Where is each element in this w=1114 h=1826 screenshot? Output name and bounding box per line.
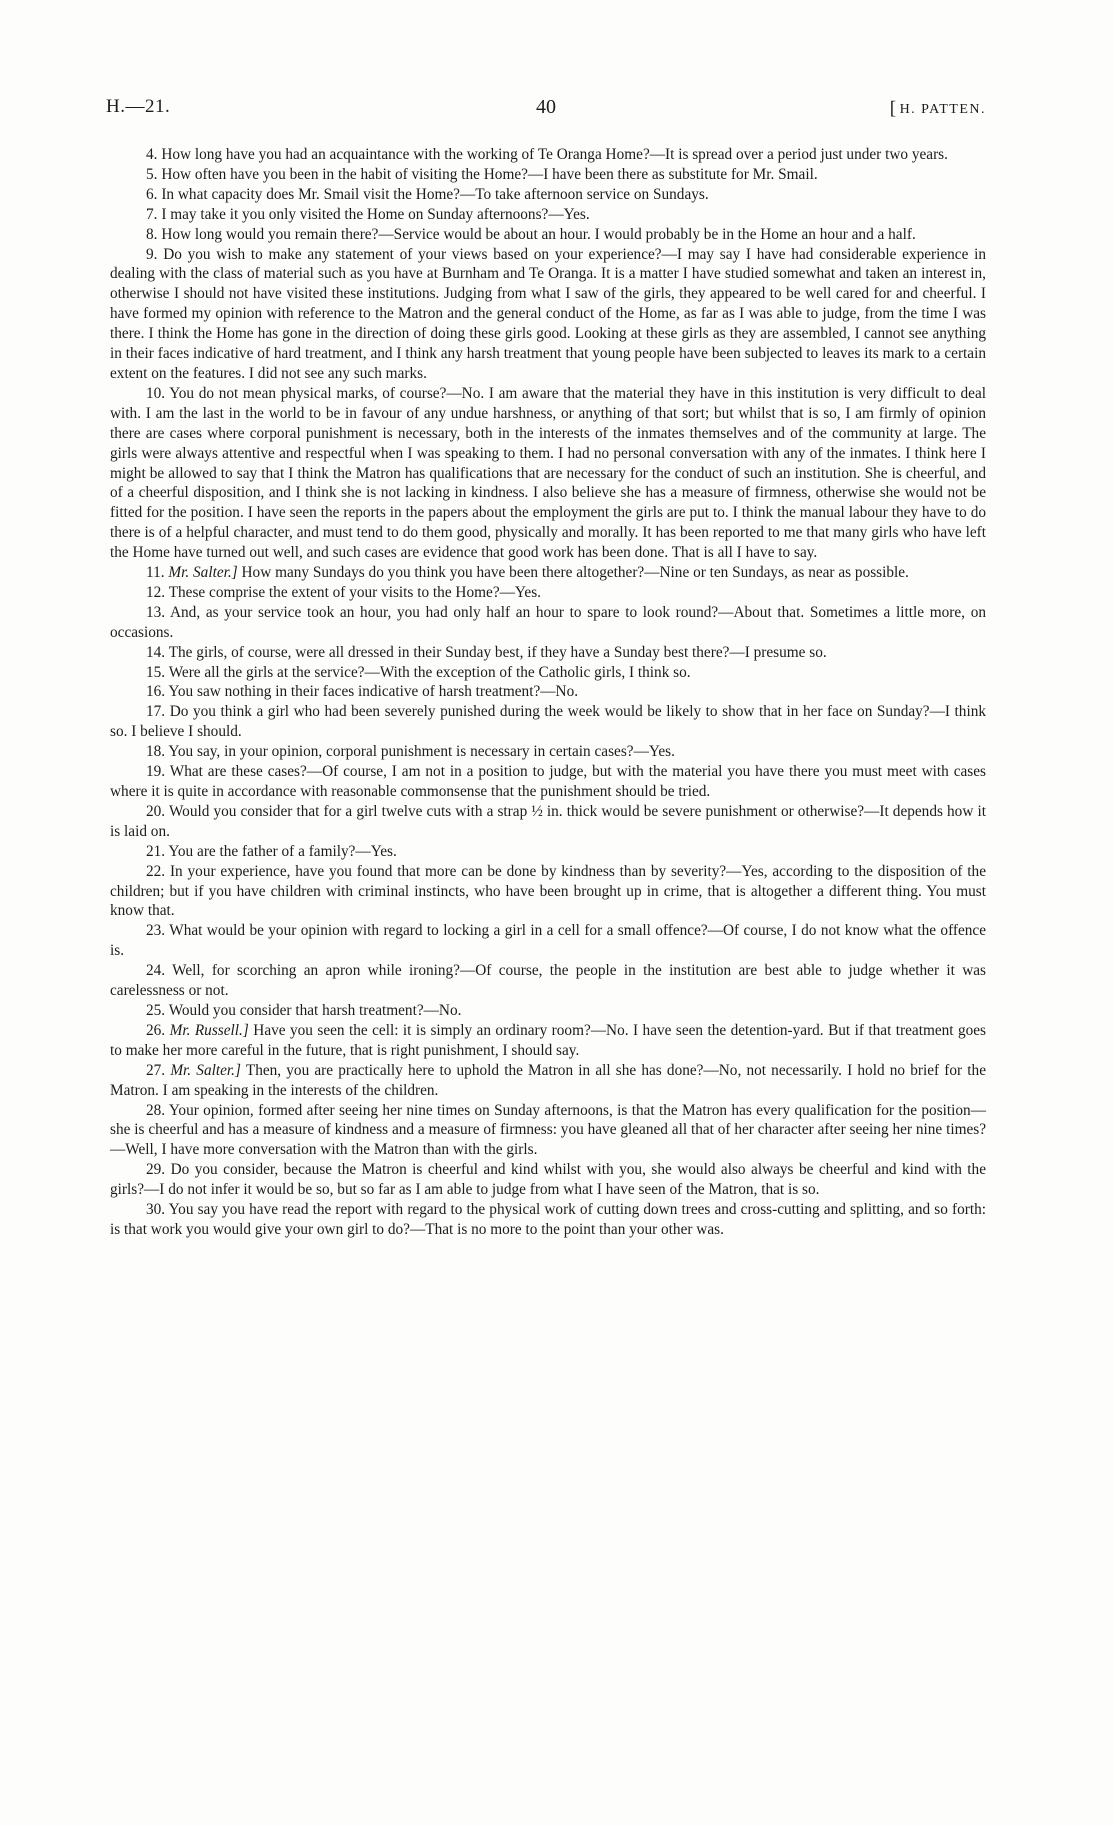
paragraph-text: Were all the girls at the service?—With the exception of the Catholic girls, I think so. xyxy=(168,663,691,681)
page-number: 40 xyxy=(536,96,556,118)
question-number: 10. xyxy=(146,384,166,402)
paragraph-text: And, as your service took an hour, you had only half an hour to spare to look round?—About that. Sometimes a little more, on occasions. xyxy=(110,603,986,641)
question-answer-paragraph xyxy=(110,842,986,862)
paragraph-text: Your opinion, formed after seeing her nine times on Sunday afternoons, is that the Matron has every qualification for the position—she is cheerful and has a measure of kindness and a measure of firmness: you have gleaned all that of her character after seeing her nine times?—Well, I have more conversation with the Matron than with the girls. xyxy=(110,1101,986,1159)
paragraph-text: In what capacity does Mr. Smail visit the Home?—To take afternoon service on Sundays. xyxy=(161,185,709,203)
question-answer-paragraph xyxy=(110,1200,986,1240)
paragraph-text: What would be your opinion with regard to locking a girl in a cell for a small offence?—Of course, I do not know what the offence is. xyxy=(110,922,986,960)
question-answer-paragraph xyxy=(110,921,986,961)
question-answer-paragraph xyxy=(110,205,986,225)
question-answer-paragraph xyxy=(110,643,986,663)
question-answer-paragraph xyxy=(110,384,986,563)
question-number: 7. xyxy=(146,205,158,223)
question-number: 21. xyxy=(146,842,166,860)
question-number: 19. xyxy=(146,763,166,781)
paragraph-text: What are these cases?—Of course, I am not in a position to judge, but with the material you have there you must meet with cases where it is quite in accordance with reasonable commonsense that the punishment should be tried. xyxy=(110,763,986,800)
speaker-label: Mr. Russell.] xyxy=(169,1021,249,1039)
paragraph-text: Have you seen the cell: it is simply an ordinary room?—No. I have seen the detention-yard. But if that treatment goes to make her more careful in the future, that is right punishment, I should say. xyxy=(110,1021,987,1059)
question-number: 29. xyxy=(146,1161,166,1179)
question-answer-paragraph xyxy=(110,145,986,165)
question-answer-paragraph xyxy=(110,245,986,384)
question-answer-paragraph xyxy=(110,225,986,245)
question-number: 18. xyxy=(146,743,166,761)
question-number: 12. xyxy=(146,583,166,601)
page-header xyxy=(106,96,986,124)
paragraph-text: I may take it you only visited the Home on Sunday afternoons?—Yes. xyxy=(161,205,590,223)
testimony-body xyxy=(110,145,986,1240)
paragraph-text: These comprise the extent of your visits to the Home?—Yes. xyxy=(168,583,541,601)
paragraph-text: You do not mean physical marks, of course?—No. I am aware that the material they have in this institution is very difficult to deal with. I am the last in the world to be in favour of any undue harshness, or anything of that sort; but whilst that is so, I am firmly of opinion there are cases where corporal punishment is necessary, both in the interests of the inmates themselves and of the community at large. The girls were always attentive and respectful when I was speaking to them. I had no personal conversation with any of the inmates. I think here I might be allowed to say that I think the Matron has qualifications that are necessary for the conduct of such an institution. She is cheerful, and of a cheerful disposition, and I think she is not lacking in kindness. I also believe she has a measure of firmness, otherwise she would not be fitted for the position. I have seen the reports in the papers about the employment the girls are put to. I think the manual labour they have to do there is of a helpful character, and must tend to do them good, physically and morally. It has been reported to me that many girls who have left the Home have turned out well, and such cases are evidence that good work has been done. That is all I have to say. xyxy=(110,384,986,562)
paragraph-text: The girls, of course, were all dressed in their Sunday best, if they have a Sunday best there?—I presume so. xyxy=(168,643,827,661)
paragraph-text: In your experience, have you found that more can be done by kindness than by severity?—Yes, according to the disposition of the children; but if you have children with criminal instincts, who have been brought up in crime, that is altogether a different thing. You must know that. xyxy=(110,862,986,920)
question-answer-paragraph xyxy=(110,1021,986,1061)
question-number: 23. xyxy=(146,922,166,940)
question-answer-paragraph xyxy=(110,702,986,742)
paragraph-text: You say you have read the report with regard to the physical work of cutting down trees and cross-cutting and splitting, and so forth: is that work you would give your own girl to do?—That is no more to the point than your other was. xyxy=(110,1201,986,1238)
speaker-label: Mr. Salter.] xyxy=(170,1061,241,1079)
question-answer-paragraph xyxy=(110,862,986,922)
paragraph-text: Do you consider, because the Matron is cheerful and kind whilst with you, she would also always be cheerful and kind with the girls?—I do not infer it would be so, but so far as I am able to judge from what I have seen of the Matron, that is so. xyxy=(110,1161,986,1199)
question-answer-paragraph xyxy=(110,1001,986,1021)
question-number: 8. xyxy=(146,225,158,243)
question-number: 22. xyxy=(146,862,166,880)
question-number: 4. xyxy=(146,146,158,163)
paper-reference: H.—21. xyxy=(106,96,171,117)
paragraph-text: You are the father of a family?—Yes. xyxy=(168,842,397,860)
paragraph-text: Do you wish to make any statement of your views based on your experience?—I may say I have had considerable experience in dealing with the class of material such as you have at Burnham and Te Oranga. It is a matter I have studied somewhat and taken an interest in, otherwise I should not have visited these institutions. Judging from what I saw of the girls, they appeared to be well cared for and cheerful. I have formed my opinion with reference to the Matron and the general conduct of the Home, as far as I was able to judge, from the time I was there. I think the Home has gone in the direction of doing these girls good. Looking at these girls as they are assembled, I cannot see anything in their faces indicative of hard treatment, and I think any harsh treatment that young people have been subjected to leaves its mark to a certain extent on the features. I did not see any such marks. xyxy=(110,245,986,382)
question-answer-paragraph xyxy=(110,1061,986,1101)
question-number: 14. xyxy=(146,643,166,661)
paragraph-text: How long have you had an acquaintance with the working of Te Oranga Home?—It is spread over a period just under two years. xyxy=(161,146,948,163)
question-answer-paragraph xyxy=(110,603,986,643)
question-number: 6. xyxy=(146,185,158,203)
paragraph-text: How often have you been in the habit of visiting the Home?—I have been there as substitute for Mr. Smail. xyxy=(161,165,818,183)
question-answer-paragraph xyxy=(110,1101,986,1161)
witness-name: [ H. PATTEN . xyxy=(890,97,986,119)
paragraph-text: Do you think a girl who had been severely punished during the week would be likely to show that in her face on Sunday?—I think so. I believe I should. xyxy=(110,703,986,741)
question-number: 9. xyxy=(146,245,158,263)
paragraph-text: Then, you are practically here to uphold the Matron in all she has done?—No, not necessarily. I hold no brief for the Matron. I am speaking in the interests of the children. xyxy=(110,1061,986,1099)
question-number: 15. xyxy=(146,663,166,681)
question-number: 26. xyxy=(146,1021,166,1039)
question-answer-paragraph xyxy=(110,663,986,683)
question-number: 5. xyxy=(146,165,158,183)
paragraph-text: You saw nothing in their faces indicative of harsh treatment?—No. xyxy=(168,683,579,701)
question-number: 24. xyxy=(146,962,166,980)
paragraph-text: How long would you remain there?—Service would be about an hour. I would probably be in the Home an hour and a half. xyxy=(161,225,916,243)
paragraph-text: How many Sundays do you think you have been there altogether?—Nine or ten Sundays, as near as possible. xyxy=(241,564,909,582)
question-number: 17. xyxy=(146,703,166,721)
question-answer-paragraph xyxy=(110,742,986,762)
question-answer-paragraph xyxy=(110,563,986,583)
question-answer-paragraph xyxy=(110,583,986,603)
speaker-label: Mr. Salter.] xyxy=(168,564,238,582)
question-number: 16. xyxy=(146,683,166,701)
paragraph-text: Would you consider that for a girl twelve cuts with a strap ½ in. thick would be severe punishment or otherwise?—It depends how it is laid on. xyxy=(110,802,986,840)
paragraph-text: Would you consider that harsh treatment?—No. xyxy=(168,1001,462,1019)
question-answer-paragraph xyxy=(110,762,986,802)
question-number: 13. xyxy=(146,603,166,621)
question-answer-paragraph xyxy=(110,185,986,205)
question-answer-paragraph xyxy=(110,682,986,702)
question-answer-paragraph xyxy=(110,1160,986,1200)
paragraph-text: You say, in your opinion, corporal punishment is necessary in certain cases?—Yes. xyxy=(168,743,675,761)
question-answer-paragraph xyxy=(110,961,986,1001)
question-number: 25. xyxy=(146,1001,166,1019)
paragraph-text: Well, for scorching an apron while ironing?—Of course, the people in the institution are best able to judge whether it was carelessness or not. xyxy=(110,962,986,1000)
question-number: 30. xyxy=(146,1201,166,1219)
question-number: 20. xyxy=(146,802,166,820)
question-number: 11. xyxy=(146,564,165,582)
question-answer-paragraph xyxy=(110,802,986,842)
question-answer-paragraph xyxy=(110,165,986,185)
question-number: 28. xyxy=(146,1101,166,1119)
question-number: 27. xyxy=(146,1061,166,1079)
